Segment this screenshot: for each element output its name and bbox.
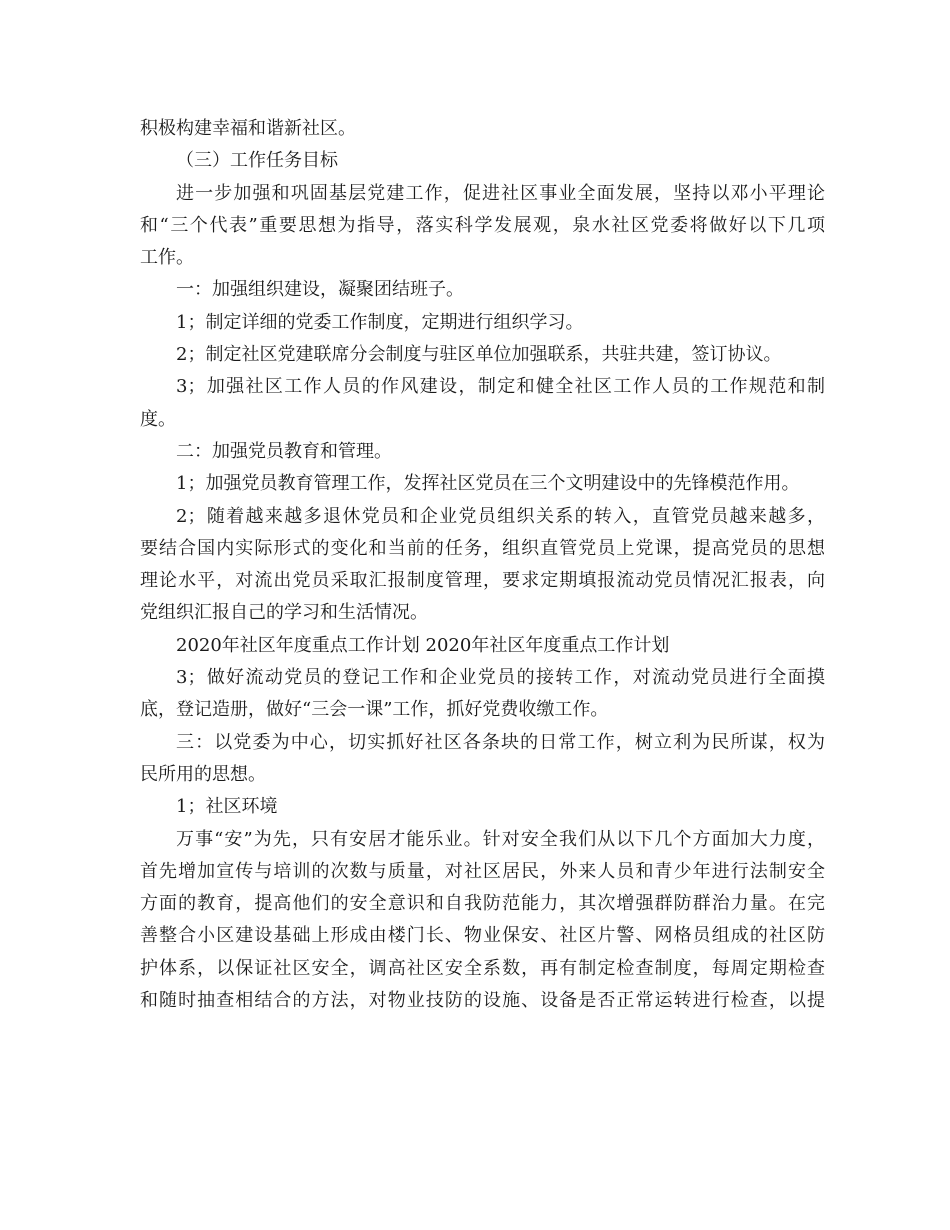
text-line: 和“三个代表”重要思想为指导，落实科学发展观，泉水社区党委将做好以下几项 xyxy=(140,214,825,236)
list-item: 1；加强党员教育管理工作，发挥社区党员在三个文明建设中的先锋模范作用。 xyxy=(176,473,800,495)
list-item: 2；随着越来越多退休党员和企业党员组织关系的转入，直管党员越来越多， xyxy=(176,505,825,527)
list-item: 1；制定详细的党委工作制度，定期进行组织学习。 xyxy=(176,311,584,333)
text-line: 护体系，以保证社区安全，调高社区安全系数，再有制定检查制度，每周定期检查 xyxy=(140,957,825,979)
list-item: 1；社区环境 xyxy=(176,796,278,818)
text-line: 首先增加宣传与培训的次数与质量，对社区居民，外来人员和青少年进行法制安全 xyxy=(140,860,825,882)
list-heading: 三：以党委为中心，切实抓好社区各条块的日常工作，树立利为民所谋，权为 xyxy=(176,731,825,753)
text-line: 善整合小区建设基础上形成由楼门长、物业保安、社区片警、网格员组成的社区防 xyxy=(140,925,825,947)
text-line: 积极构建幸福和谐新社区。 xyxy=(140,118,356,139)
text-line: 和随时抽查相结合的方法，对物业技防的设施、设备是否正常运转进行检查，以提 xyxy=(140,990,825,1012)
list-item: 3；加强社区工作人员的作风建设，制定和健全社区工作人员的工作规范和制 xyxy=(176,376,825,398)
text-line: 度。 xyxy=(140,408,176,430)
list-heading: 一：加强组织建设，凝聚团结班子。 xyxy=(176,279,464,301)
text-line: 工作。 xyxy=(140,247,194,269)
section-heading: （三）工作任务目标 xyxy=(176,150,338,172)
text-line: 进一步加强和巩固基层党建工作，促进社区事业全面发展，坚持以邓小平理论 xyxy=(176,182,825,204)
list-item: 2；制定社区党建联席分会制度与驻区单位加强联系，共驻共建，签订协议。 xyxy=(176,344,782,366)
text-line: 理论水平，对流出党员采取汇报制度管理，要求定期填报流动党员情况汇报表，向 xyxy=(140,570,825,592)
text-line: 民所用的思想。 xyxy=(140,763,266,785)
list-item: 3；做好流动党员的登记工作和企业党员的接转工作，对流动党员进行全面摸 xyxy=(176,667,825,689)
text-line: 党组织汇报自己的学习和生活情况。 xyxy=(140,602,428,624)
list-heading: 二：加强党员教育和管理。 xyxy=(176,440,392,462)
text-line: 万事“安”为先，只有安居才能乐业。针对安全我们从以下几个方面加大力度， xyxy=(176,828,825,850)
text-line: 方面的教育，提高他们的安全意识和自我防范能力，其次增强群防群治力量。在完 xyxy=(140,893,825,915)
text-line: 要结合国内实际形式的变化和当前的任务，组织直管党员上党课，提高党员的思想 xyxy=(140,537,825,559)
document-body xyxy=(140,113,825,1017)
inserted-title-line: 2020年社区年度重点工作计划 2020年社区年度重点工作计划 xyxy=(176,634,670,656)
text-line: 底，登记造册，做好“三会一课”工作，抓好党费收缴工作。 xyxy=(140,699,609,721)
